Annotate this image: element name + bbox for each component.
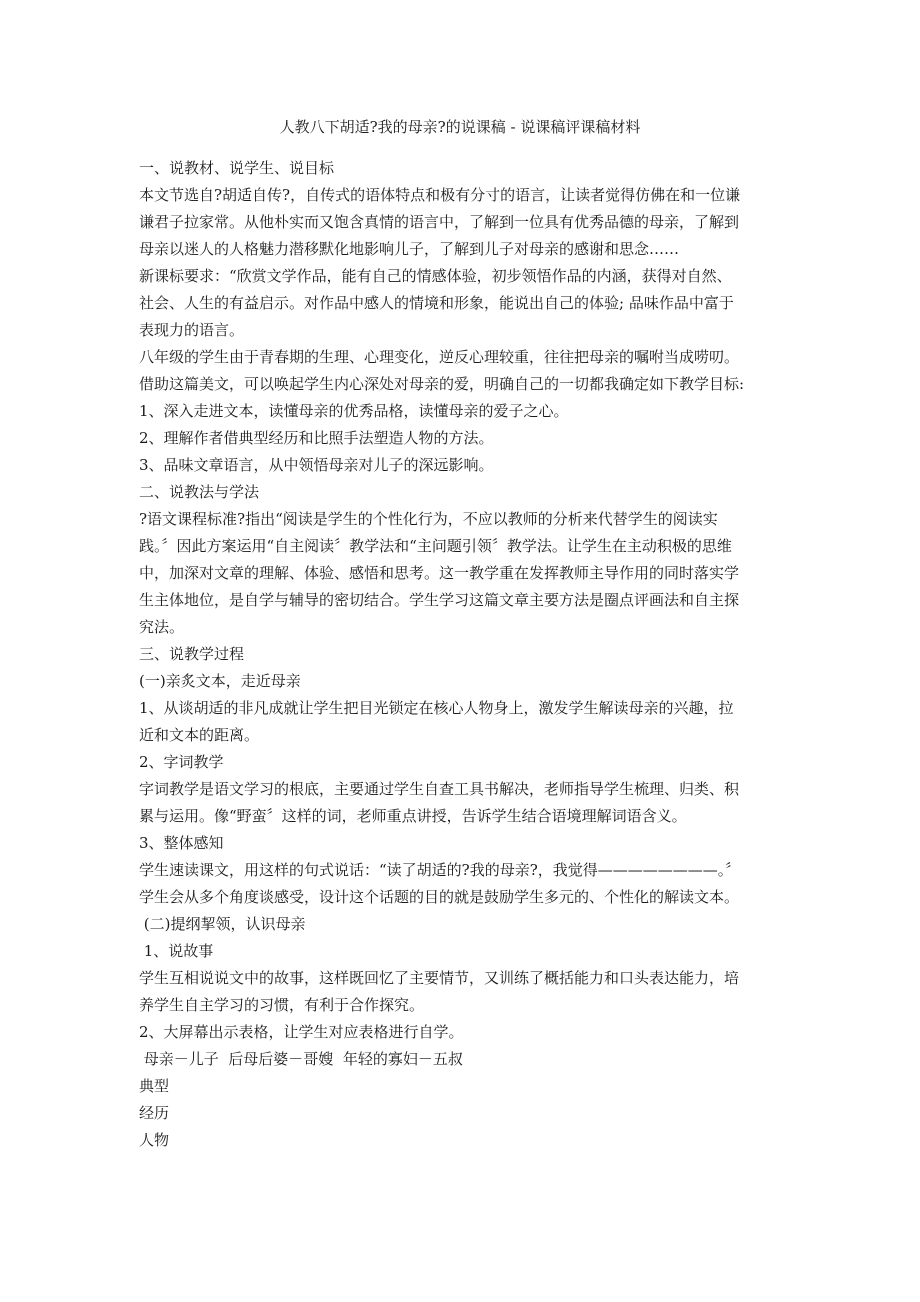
- text-line: 表现力的语言。: [139, 321, 245, 339]
- text-line: 三、说教学过程: [139, 645, 245, 663]
- text-line: 学生互相说说文中的故事，这样既回忆了主要情节，又训练了概括能力和口头表达能力，培: [139, 969, 740, 987]
- text-line: 践。〞因此方案运用“自主阅读〞教学法和“主问题引领〞教学法。让学生在主动积极的思维: [139, 537, 732, 555]
- text-line: ?语文课程标准?指出“阅读是学生的个性化行为，不应以教师的分析来代替学生的阅读实: [139, 510, 718, 528]
- text-line: 新课标要求：“欣赏文学作品，能有自己的情感体验，初步领悟作品的内涵，获得对自然、: [139, 267, 732, 285]
- text-line: 近和文本的距离。: [139, 726, 260, 744]
- text-line: (一)亲炙文本，走近母亲: [139, 672, 301, 690]
- text-line: 谦君子拉家常。从他朴实而又饱含真情的语言中，了解到一位具有优秀品德的母亲，了解到: [139, 213, 740, 231]
- text-line: 八年级的学生由于青春期的生理、心理变化，逆反心理较重，往往把母亲的嘱咐当成唠叨。: [139, 348, 740, 366]
- text-line: 2、字词教学: [139, 753, 224, 771]
- text-line: 社会、人生的有益启示。对作品中感人的情境和形象，能说出自己的体验; 品味作品中富于: [139, 294, 734, 312]
- text-line: 3、品味文章语言，从中领悟母亲对儿子的深远影响。: [139, 456, 494, 474]
- text-line: 累与运用。像“野蛮〞这样的词，老师重点讲授，告诉学生结合语境理解词语含义。: [139, 807, 687, 825]
- text-line: 究法。: [139, 618, 185, 636]
- text-line: 生主体地位，是自学与辅导的密切结合。学生学习这篇文章主要方法是圈点评画法和自主探: [139, 591, 740, 609]
- text-line: 2、大屏幕出示表格，让学生对应表格进行自学。: [139, 1023, 464, 1041]
- text-line: 人物: [139, 1131, 170, 1149]
- text-line: 1、深入走进文本，读懂母亲的优秀品格，读懂母亲的爱子之心。: [139, 402, 569, 420]
- text-line: 经历: [139, 1104, 170, 1122]
- text-line: 母亲－儿子 后母后婆－哥嫂 年轻的寡妇－五叔: [139, 1050, 463, 1068]
- text-line: 3、整体感知: [139, 834, 224, 852]
- text-line: 学生速读课文，用这样的句式说话：“读了胡适的?我的母亲?，我觉得————————。〞: [139, 861, 741, 879]
- text-line: 二、说教法与学法: [139, 483, 260, 501]
- text-line: 借助这篇美文，可以唤起学生内心深处对母亲的爱，明确自己的一切都我确定如下教学目标:: [139, 375, 745, 393]
- text-line: 1、说故事: [139, 942, 214, 960]
- document-body: [139, 155, 799, 1154]
- text-line: 一、说教材、说学生、说目标: [139, 159, 335, 177]
- text-line: 字词教学是语文学习的根底，主要通过学生自查工具书解决，老师指导学生梳理、归类、积: [139, 780, 740, 798]
- text-line: 本文节选自?胡适自传?，自传式的语体特点和极有分寸的语言，让读者觉得仿佛在和一位谦: [139, 186, 741, 204]
- text-line: 学生会从多个角度谈感受，设计这个话题的目的就是鼓励学生多元的、个性化的解读文本。: [139, 888, 740, 906]
- document-title: 人教八下胡适?我的母亲?的说课稿 - 说课稿评课稿材料: [279, 118, 641, 136]
- text-line: 1、从谈胡适的非凡成就让学生把目光锁定在核心人物身上，激发学生解读母亲的兴趣，拉: [139, 699, 734, 717]
- text-line: 养学生自主学习的习惯，有利于合作探究。: [139, 996, 425, 1014]
- text-line: 2、理解作者借典型经历和比照手法塑造人物的方法。: [139, 429, 494, 447]
- text-line: 典型: [139, 1077, 170, 1095]
- text-line: 母亲以迷人的人格魅力潜移默化地影响儿子，了解到儿子对母亲的感谢和思念……: [139, 240, 680, 258]
- text-line: 中，加深对文章的理解、体验、感悟和思考。这一教学重在发挥教师主导作用的同时落实学: [139, 564, 740, 582]
- text-line: (二)提纲挈领，认识母亲: [139, 915, 306, 933]
